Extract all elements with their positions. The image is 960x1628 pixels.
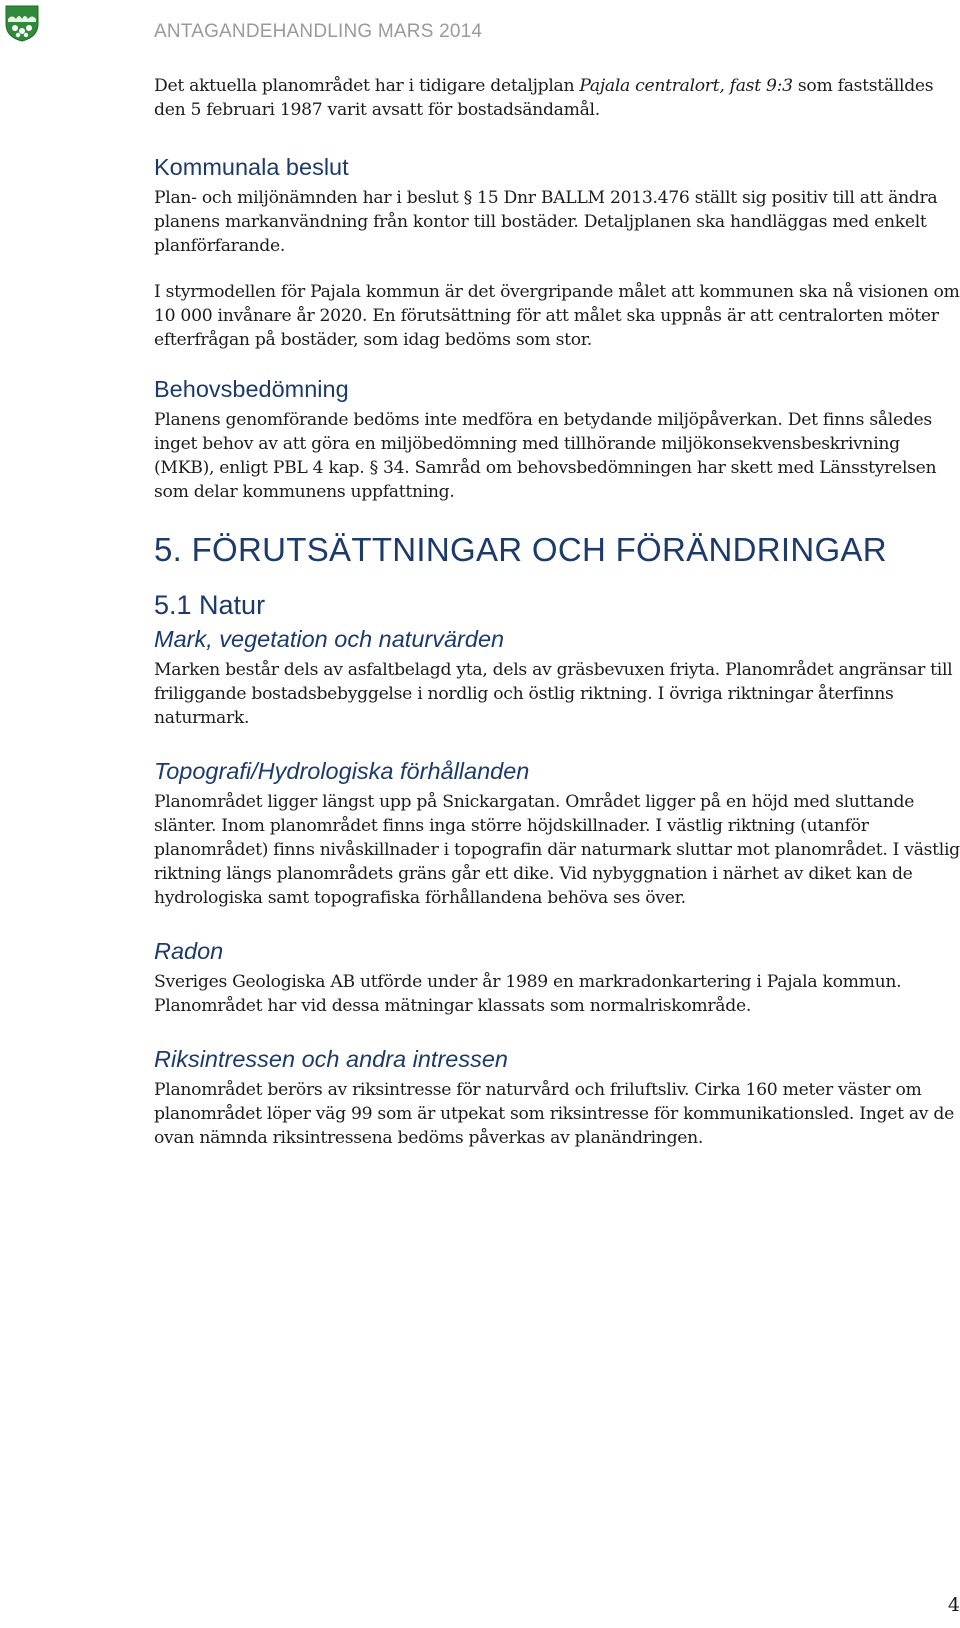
intro-paragraph: Det aktuella planområdet har i tidigare detaljplan Pajala centralort, fast 9:3 som fastställdes den 5 februari 1987 varit avsatt för bostadsändamål. [154,76,934,120]
paragraph-styrmodell: I styrmodellen för Pajala kommun är det övergripande målet att kommunen ska nå visionen om 10 000 invånare år 2020. En förutsättning för att målet ska uppnås är att centralorten möter efterfrågan på bostäder, som idag bedöms som stor. [154,282,960,350]
paragraph-behovsbedomning: Planens genomförande bedöms inte medföra en betydande miljöpåverkan. Det finns således inget behov av att göra en miljöbedömning med tillhörande miljökonsekvensbeskrivning (MKB), enligt PBL 4 kap. § 34. Samråd om behovsbedömningen har skett med Länsstyrelsen som delar kommunens uppfattning. [154,410,937,502]
section-heading-natur: 5.1 Natur [154,590,266,620]
paragraph-beslut: Plan- och miljönämnden har i beslut § 15 Dnr BALLM 2013.476 ställt sig positiv till att ändra planens markanvändning från kontor till bostäder. Detaljplanen ska handläggas med enkelt planförfarande. [154,188,938,256]
paragraph-topografi: Planområdet ligger längst upp på Snickargatan. Området ligger på en höjd med sluttande slänter. Inom planområdet finns inga större höjdskillnader. I västlig riktning (utanför planområdet) finns nivåskillnader i topografin där naturmark sluttar mot planområdet. I västlig riktning längs planområdets gräns går ett dike. Vid nybyggnation i närhet av diket kan de hydrologiska samt topografiska förhållandena behöva ses över. [154,792,960,908]
document-status-title: ANTAGANDEHANDLING MARS 2014 [154,21,483,42]
heading-radon: Radon [154,938,224,964]
paragraph-riksintressen: Planområdet berörs av riksintresse för naturvård och friluftsliv. Cirka 160 meter väster om planområdet löper väg 99 som är utpekat som riksintresse för kommunikationsled. Inget av de ovan nämnda riksintressena bedöms påverkas av planändringen. [154,1080,954,1148]
heading-mark-vegetation: Mark, vegetation och naturvärden [154,626,505,652]
heading-behovsbedomning: Behovsbedömning [154,376,349,402]
heading-riksintressen: Riksintressen och andra intressen [154,1046,508,1072]
heading-kommunala-beslut: Kommunala beslut [154,154,349,180]
plan-name: Pajala centralort, fast 9:3 [579,76,793,96]
municipal-coat-of-arms-icon [4,4,40,42]
chapter-heading: 5. FÖRUTSÄTTNINGAR OCH FÖRÄNDRINGAR [154,531,887,568]
paragraph-mark: Marken består dels av asfaltbelagd yta, dels av gräsbevuxen friyta. Planområdet angränsar till friliggande bostadsbebyggelse i nordlig och östlig riktning. I övriga riktningar återfinns naturmark. [154,660,953,728]
heading-topografi: Topografi/Hydrologiska förhållanden [154,758,530,784]
paragraph-radon: Sveriges Geologiska AB utförde under år 1989 en markradonkartering i Pajala kommun. Planområdet har vid dessa mätningar klassats som normalriskområde. [154,972,902,1016]
document-body [154,74,960,1150]
page-number: 4 [947,1594,960,1616]
page-header [0,0,960,60]
